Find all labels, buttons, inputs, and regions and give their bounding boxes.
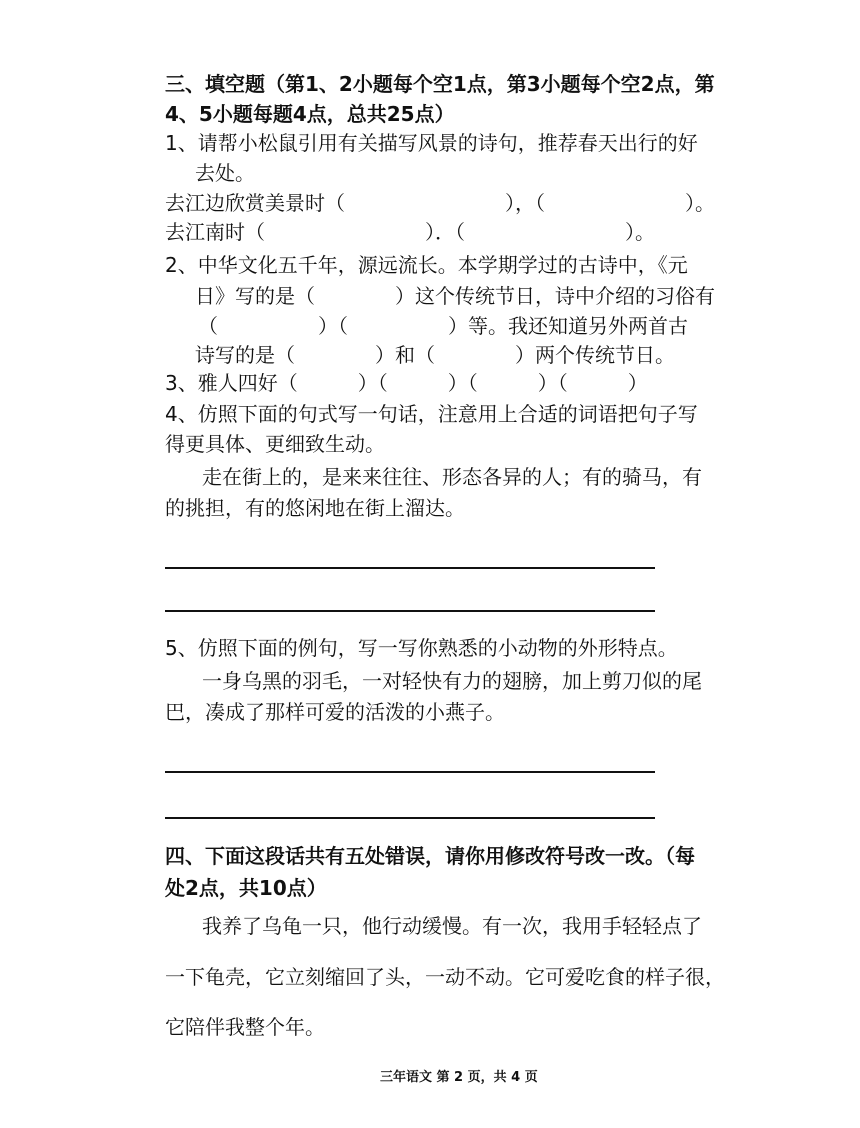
q3-line1: 3、雅人四好（ ）（ ）（ ）（ ）: [165, 371, 648, 395]
q5-example-line1: 一身乌黑的羽毛，一对轻快有力的翅膀，加上剪刀似的尾: [202, 669, 702, 693]
section4-para-line3: 它陪伴我整个年。: [165, 1015, 325, 1039]
q1-line2: 去处。: [195, 161, 255, 185]
q4-line1: 4、仿照下面的句式写一句话，注意用上合适的词语把句子写: [165, 402, 698, 426]
section3-title-line1: 三、填空题（第1、2小题每个空1点，第3小题每个空2点，第: [165, 72, 715, 96]
section4-title-line1: 四、下面这段话共有五处错误，请你用修改符号改一改。（每: [165, 844, 695, 868]
q1-line4: 去江南时（ ）．（ ）。: [165, 220, 655, 244]
q5-example-line2: 巴，凑成了那样可爱的活泼的小燕子。: [165, 700, 505, 724]
q4-answer-line-1: [165, 567, 655, 569]
q4-line2: 得更具体、更细致生动。: [165, 432, 385, 456]
q2-line1: 2、中华文化五千年，源远流长。本学期学过的古诗中，《元: [165, 253, 688, 277]
q2-line3: （ ）（ ）等。我还知道另外两首古: [198, 314, 688, 338]
section3-title-line2: 4、5小题每题4点，总共25点）: [165, 102, 455, 126]
q5-line1: 5、仿照下面的例句，写一写你熟悉的小动物的外形特点。: [165, 636, 678, 660]
q5-answer-line-1: [165, 771, 655, 773]
q2-line2: 日》写的是（ ）这个传统节日，诗中介绍的习俗有: [195, 284, 715, 308]
q4-example-line1: 走在街上的，是来来往往、形态各异的人；有的骑马，有: [202, 465, 702, 489]
q1-line1: 1、请帮小松鼠引用有关描写风景的诗句，推荐春天出行的好: [165, 131, 698, 155]
q4-answer-line-2: [165, 610, 655, 612]
section4-title-line2: 处2点，共10点）: [165, 876, 327, 900]
q2-line4: 诗写的是（ ）和（ ）两个传统节日。: [195, 343, 675, 367]
page-footer: 三年语文 第 2 页，共 4 页: [380, 1070, 538, 1085]
section4-para-line2: 一下龟壳，它立刻缩回了头，一动不动。它可爱吃食的样子很，: [165, 965, 725, 989]
q5-answer-line-2: [165, 817, 655, 819]
q4-example-line2: 的挑担，有的悠闲地在街上溜达。: [165, 496, 465, 520]
q1-line3: 去江边欣赏美景时（ ），（ ）。: [165, 191, 715, 215]
section4-para-line1: 我养了乌龟一只，他行动缓慢。有一次，我用手轻轻点了: [202, 914, 702, 938]
